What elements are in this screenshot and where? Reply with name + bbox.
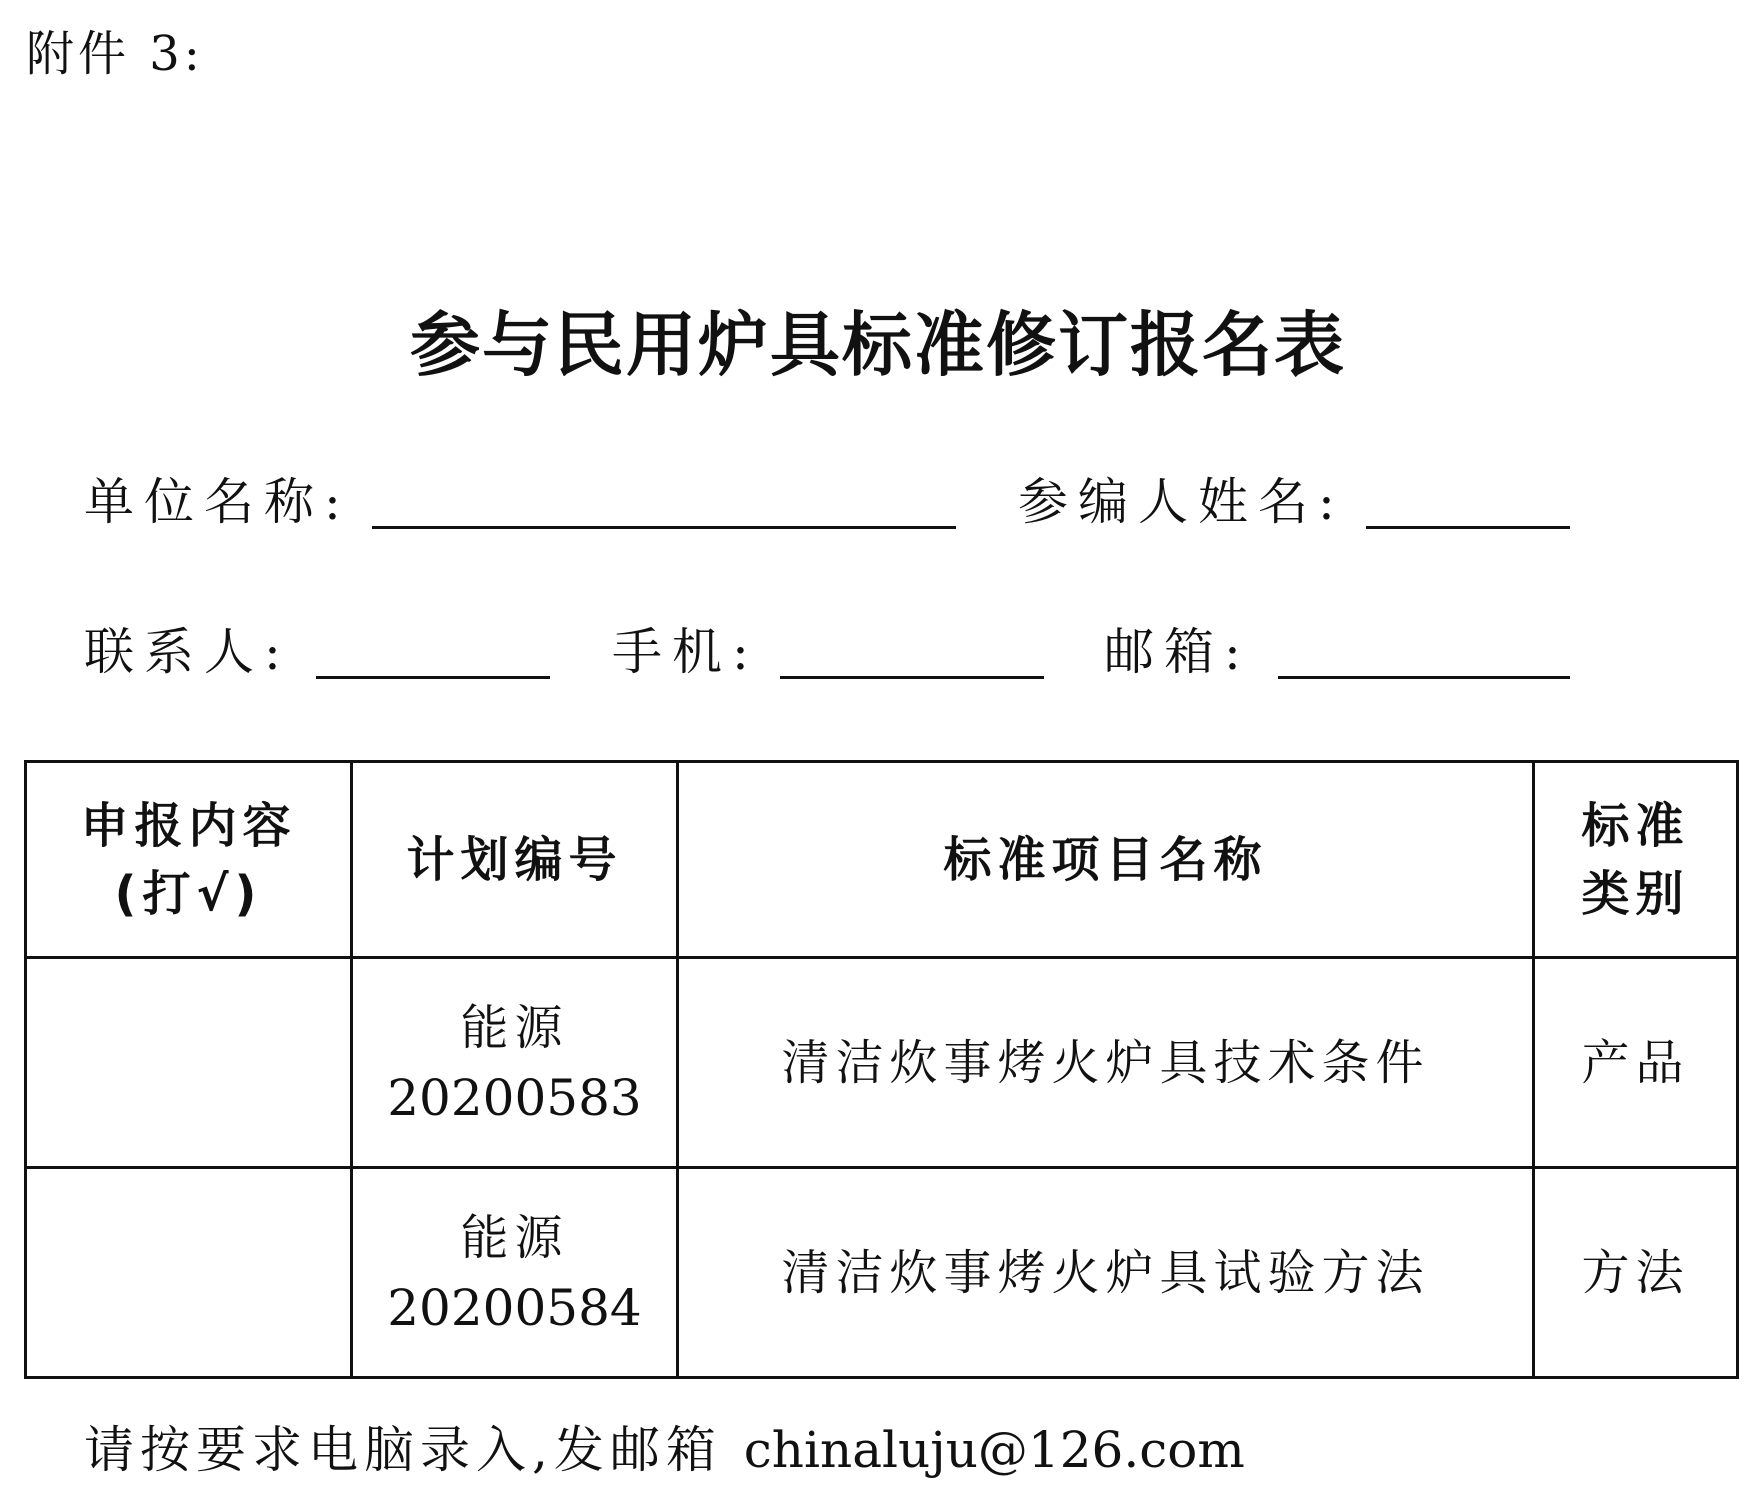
- header-category-line1: 标准: [1581, 797, 1690, 854]
- header-plan-no: 计划编号: [352, 762, 678, 958]
- email-blank[interactable]: [1278, 676, 1570, 679]
- table-row: [26, 1168, 1738, 1378]
- phone-blank[interactable]: [780, 676, 1044, 679]
- plan-number: 20200583: [387, 1068, 642, 1127]
- plan-prefix: 能源: [460, 999, 569, 1056]
- header-apply-line1: 申报内容: [80, 797, 297, 854]
- unit-name-label: 单位名称:: [84, 473, 351, 531]
- table-header-row: [26, 762, 1738, 958]
- table-row: [26, 958, 1738, 1168]
- project-name-cell: 清洁炊事烤火炉具技术条件: [678, 958, 1534, 1168]
- plan-prefix: 能源: [460, 1209, 569, 1266]
- contact-blank[interactable]: [316, 676, 550, 679]
- header-apply-line2: (打√): [114, 865, 263, 922]
- attachment-label: 附件 3:: [26, 26, 204, 82]
- apply-checkbox-cell[interactable]: [26, 958, 352, 1168]
- contact-label: 联系人:: [84, 623, 291, 681]
- email-label: 邮箱:: [1104, 623, 1251, 681]
- plan-no-cell: [352, 958, 678, 1168]
- editor-name-blank[interactable]: [1366, 526, 1570, 529]
- footer-email[interactable]: chinaluju@126.com: [743, 1421, 1245, 1479]
- editor-name-label: 参编人姓名:: [1018, 473, 1345, 531]
- unit-name-blank[interactable]: [372, 526, 956, 529]
- page-title: 参与民用炉具标准修订报名表: [410, 304, 1346, 386]
- plan-number: 20200584: [387, 1278, 642, 1337]
- phone-label: 手机:: [612, 623, 759, 681]
- header-category-line2: 类别: [1581, 865, 1690, 922]
- category-cell: 产品: [1534, 958, 1738, 1168]
- header-category: [1534, 762, 1738, 958]
- category-cell: 方法: [1534, 1168, 1738, 1378]
- registration-table: [24, 760, 1739, 1379]
- plan-no-cell: [352, 1168, 678, 1378]
- project-name-cell: 清洁炊事烤火炉具试验方法: [678, 1168, 1534, 1378]
- footer-note: [84, 1418, 1245, 1482]
- apply-checkbox-cell[interactable]: [26, 1168, 352, 1378]
- header-apply: [26, 762, 352, 958]
- header-project-name: 标准项目名称: [678, 762, 1534, 958]
- footer-text: 请按要求电脑录入,发邮箱: [84, 1421, 744, 1479]
